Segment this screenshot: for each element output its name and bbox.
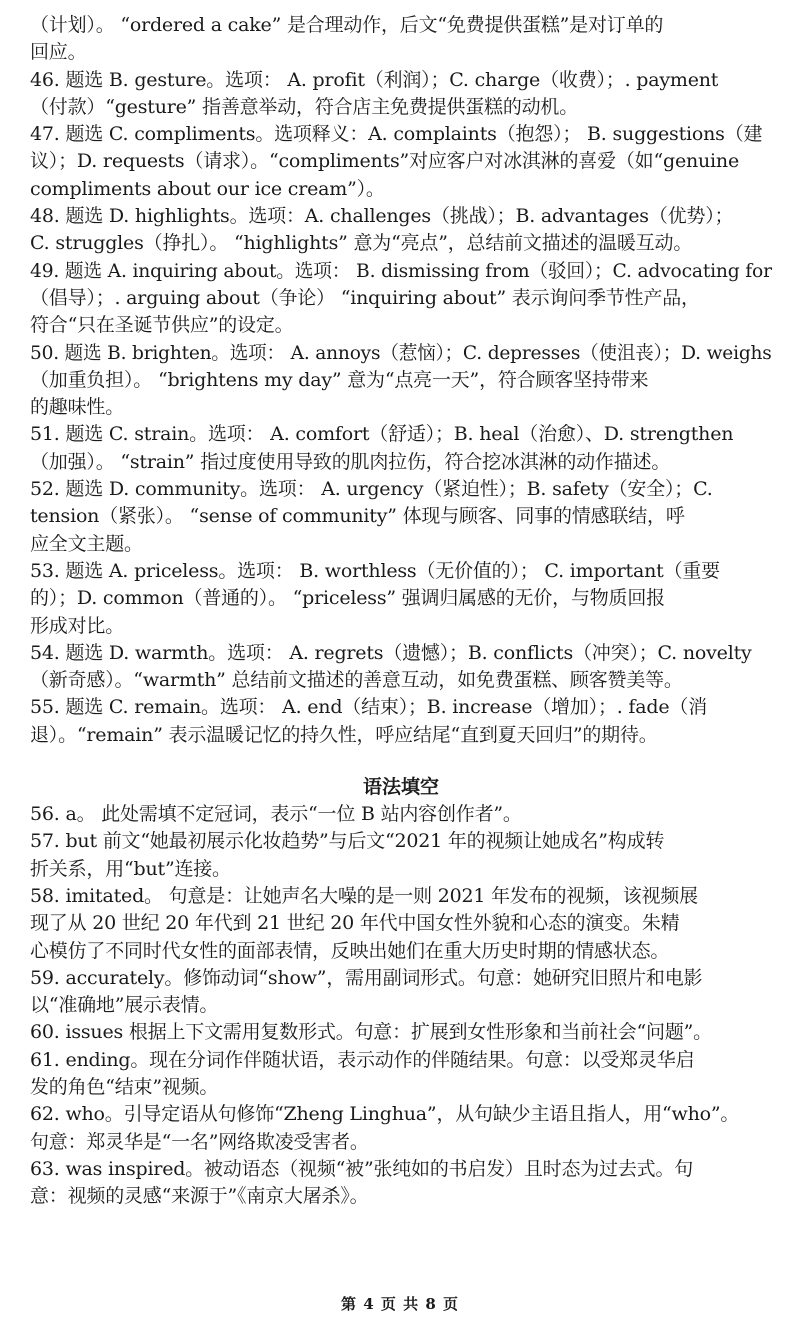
grammar-item-line: 以“准确地”展示表情。 [30,994,219,1017]
answer-item-line: （计划）。 “ordered a cake” 是合理动作，后文“免费提供蛋糕”是对订单的 [30,14,664,36]
answer-item-line: 47. 题选 C. compliments。选项释义：A. complaints（抱怨）； B. suggestions（建 [30,123,763,146]
answer-item [30,476,772,558]
answer-item-line: 49. 题选 A. inquiring about。选项： B. dismissing from（驳回）；C. advocating for [30,259,772,282]
answer-item-line: 形成对比。 [30,614,125,637]
grammar-item-line: 58. imitated。 句意是：让她声名大噪的是一则 2021 年发布的视频，该视频展 [30,884,698,907]
answer-item-line: （加强）。 “strain” 指过度使用导致的肌肉拉伤，符合挖冰淇淋的动作描述。 [30,450,671,473]
grammar-item [30,801,772,828]
grammar-item [30,965,772,1020]
page-footer: 第 4 页 共 8 页 [341,1295,459,1313]
answer-item-line: （付款）“gesture” 指善意举动，符合店主免费提供蛋糕的动机。 [30,95,579,118]
grammar-item-line: 59. accurately。修饰动词“show”，需用副词形式。句意：她研究旧照片和电影 [30,966,703,989]
answer-item [30,558,772,640]
section-title: 语法填空 [362,776,439,799]
answer-item-line: （加重负担）。 “brightens my day” 意为“点亮一天”，符合顾客坚持带来 [30,368,649,391]
answer-item-line: 46. 题选 B. gesture。选项： A. profit（利润）；C. charge（收费）；. payment [30,68,719,91]
grammar-item-line: 现了从 20 世纪 20 年代到 21 世纪 20 年代中国女性外貌和心态的演变。朱精 [30,912,680,935]
grammar-item-line: 57. but 前文“她最初展示化妆趋势”与后文“2021 年的视频让她成名”构成转 [30,830,665,853]
grammar-item-line: 63. was inspired。被动语态（视频“被”张纯如的书启发）且时态为过去式。句 [30,1157,694,1180]
answers-section [30,12,772,749]
answer-item-line: 的）；D. common（普通的）。 “priceless” 强调归属感的无价，与物质回报 [30,587,665,610]
answer-item [30,121,772,203]
answer-item [30,340,772,422]
answer-item-line: 48. 题选 D. highlights。选项：A. challenges（挑战）；B. advantages（优势）； [30,205,734,228]
grammar-item [30,883,772,965]
grammar-item-line: 61. ending。现在分词作伴随状语，表示动作的伴随结果。句意：以受郑灵华启 [30,1048,695,1071]
grammar-item-line: 意：视频的灵感“来源于”《南京大屠杀》。 [30,1185,369,1208]
document-body [30,12,772,1210]
answer-item-line: 回应。 [30,41,87,64]
answer-item-line: 50. 题选 B. brighten。选项： A. annoys（惹恼）；C. depresses（使沮丧）；D. weighs [30,341,772,364]
grammar-item [30,1047,772,1102]
answer-item-line: 退）。“remain” 表示温暖记忆的持久性，呼应结尾“直到夏天回归”的期待。 [30,723,658,746]
answer-item [30,67,772,122]
answer-item [30,258,772,340]
grammar-item [30,828,772,883]
grammar-item-line: 60. issues 根据上下文需用复数形式。句意：扩展到女性形象和当前社会“问题”。 [30,1021,712,1044]
answer-item-line: （倡导）；. arguing about（争论） “inquiring about” 表示询问季节性产品， [30,286,700,309]
grammar-item [30,1101,772,1156]
grammar-item-line: 发的角色“结束”视频。 [30,1075,219,1098]
answer-item [30,421,772,476]
answer-item-line: （新奇感）。“warmth” 总结前文描述的善意互动，如免费蛋糕、顾客赞美等。 [30,669,683,692]
answer-item-line: tension（紧张）。 “sense of community” 体现与顾客、同事的情感联结，呼 [30,505,685,528]
answer-item [30,203,772,258]
answer-item-line: 52. 题选 D. community。选项： A. urgency（紧迫性）；B. safety（安全）；C. [30,478,713,501]
grammar-item-line: 折关系，用“but”连接。 [30,857,231,880]
grammar-item-line: 56. a。 此处需填不定冠词，表示“一位 B 站内容创作者”。 [30,803,522,826]
answer-item [30,12,772,67]
answer-item-line: 的趣味性。 [30,396,125,419]
answer-item-line: 55. 题选 C. remain。选项： A. end（结束）；B. increase（增加）；. fade（消 [30,696,707,719]
grammar-section [30,801,772,1210]
answer-item-line: 51. 题选 C. strain。选项： A. comfort（舒适）；B. heal（治愈）、D. strengthen [30,423,734,446]
answer-item-line: 应全文主题。 [30,532,143,555]
answer-item [30,640,772,695]
answer-item-line: 53. 题选 A. priceless。选项： B. worthless（无价值的）； C. important（重要 [30,559,720,582]
grammar-item-line: 句意：郑灵华是“一名”网络欺凌受害者。 [30,1130,369,1153]
answer-item [30,694,772,749]
answer-item-line: 符合“只在圣诞节供应”的设定。 [30,314,294,337]
grammar-item [30,1019,772,1046]
grammar-item [30,1156,772,1211]
answer-item-line: C. struggles（挣扎）。 “highlights” 意为“亮点”，总结前文描述的温暖互动。 [30,232,693,255]
grammar-item-line: 62. who。引导定语从句修饰“Zheng Linghua”，从句缺少主语且指人，用“who”。 [30,1103,740,1126]
answer-item-line: 议）；D. requests（请求）。“compliments”对应客户对冰淇淋的喜爱（如“genuine [30,150,740,173]
answer-item-line: compliments about our ice cream”）。 [30,177,385,200]
answer-item-line: 54. 题选 D. warmth。选项： A. regrets（遗憾）；B. conflicts（冲突）；C. novelty [30,641,752,664]
grammar-item-line: 心模仿了不同时代女性的面部表情，反映出她们在重大历史时期的情感状态。 [30,939,670,962]
